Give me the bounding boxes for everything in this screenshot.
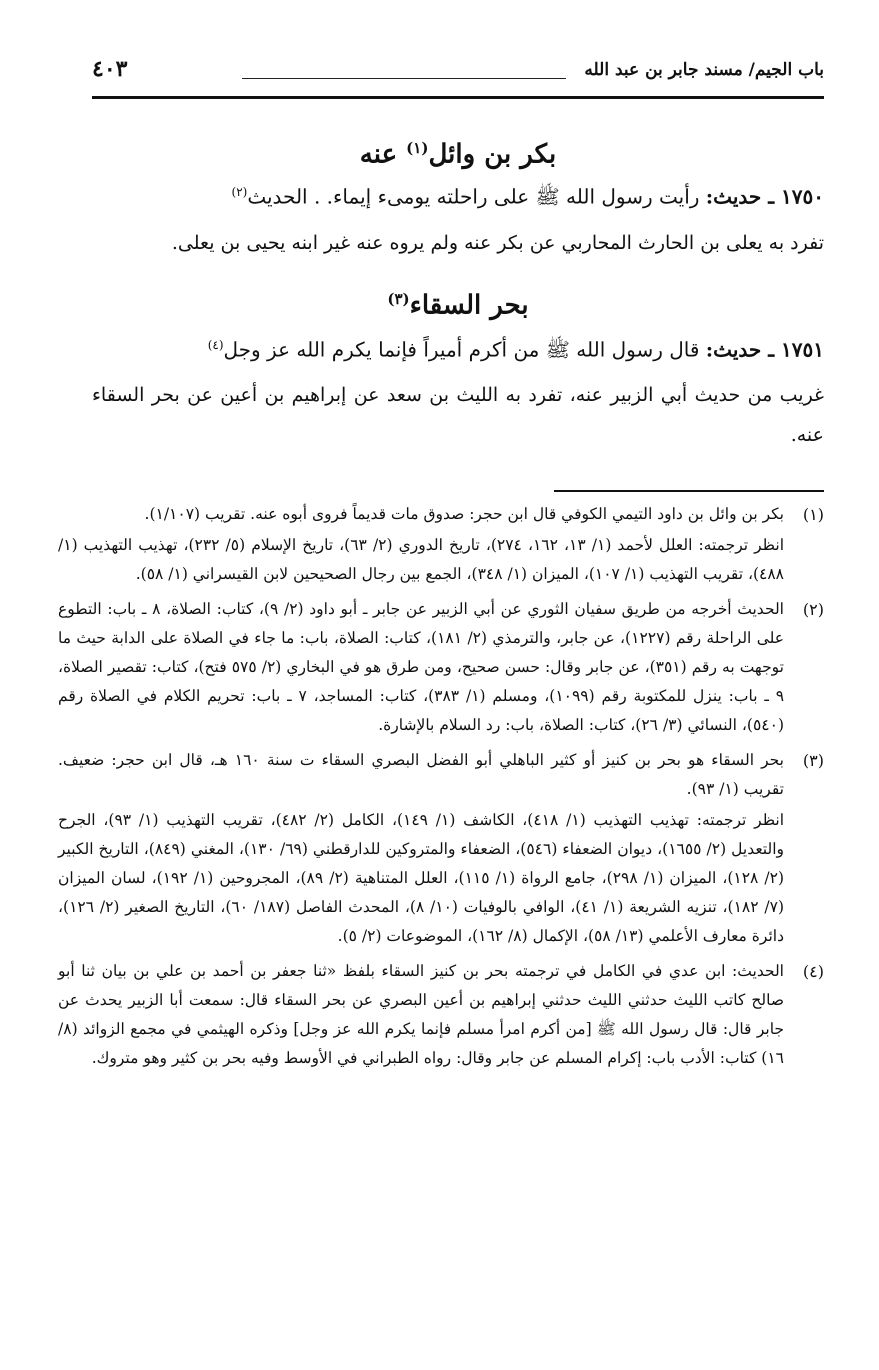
main-text bbox=[92, 124, 824, 455]
footnote-number: (٤) bbox=[802, 962, 824, 981]
footnote-text: الحديث أخرجه من طريق سفيان الثوري عن أبي الزبير عن جابر ـ أبو داود (٢/ ٩)، كتاب: الصلاة، ٨ ـ باب: التطوع على الراحلة رقم (١٢٢٧)، عن جابر، والترمذي (٢/ ١٨١)، كتاب: الصلاة، باب: ما جاء في الصلاة على الدابة حيث ما توجهت به رقم (٣٥١)، عن جابر وقال: حسن صحيح، ومن طرق هو في البخاري (٢/ ٥٧٥ فتح)، كتاب: تقصير الصلاة، ٩ ـ باب: ينزل للمكتوبة رقم (١٠٩٩)، ومسلم (١/ ٣٨٣)، كتاب: المساجد، ٧ ـ باب: تحريم الكلام في الصلاة رقم (٥٤٠)، النسائي (٣/ ٢٦)، كتاب: الصلاة، باب: رد السلام بالإشارة. bbox=[58, 600, 785, 734]
footnote-1 bbox=[58, 500, 824, 591]
section-heading-bahr: بحر السقاء$^{(٣)}$ bbox=[387, 289, 529, 321]
hadith-text: قال رسول الله ﷺ من أكرم أميراً فإنما يكرم الله عز وجل bbox=[223, 337, 700, 362]
footnote-2 bbox=[58, 595, 824, 742]
footnote-text: انظر ترجمته: العلل لأحمد (١/ ١٣، ١٦٢، ٢٧٤)، تاريخ الدوري (٢/ ٦٣)، تاريخ الإسلام (٥/ ٢٣٢)، تهذيب التهذيب (١/ ٤٨٨)، تقريب التهذيب (١/ ١٠٧)، الميزان (١/ ٣٤٨)، الجمع بين رجال الصحيحين لابن القيسراني (١/ ٥٨). bbox=[58, 536, 785, 583]
footnote-ref: (٤) bbox=[207, 337, 224, 352]
header-dash-rule bbox=[242, 78, 566, 79]
footnote-ref: (٢) bbox=[231, 185, 248, 199]
section-heading-bakr: بكر بن وائل$^{(١)}$ عنه bbox=[359, 139, 557, 170]
footnote-text: الحديث: ابن عدي في الكامل في ترجمته بحر بن كنيز السقاء بلفظ «ثنا جعفر بن أحمد بن علي بن بيان ثنا أبو صالح كاتب الليث حدثني الليث حدثني إبراهيم بن أعين البصري عن بحر السقاء قال: سمعت أبا الزبير يحدث عن جابر قال: قال رسول الله ﷺ [من أكرم امرأ مسلم فإنما يكرم الله عز وجل] وذكره الهيثمي في مجمع الزوائد (٨/ ١٦) كتاب: الأدب باب: إكرام المسلم عن جابر وقال: رواه الطبراني في الأوسط وفيه بحر بن كثير وهو متروك. bbox=[58, 962, 784, 1067]
footnote-4 bbox=[58, 957, 824, 1075]
hadith-1751 bbox=[92, 325, 824, 370]
footnote-ref: (٣) bbox=[387, 289, 410, 308]
running-title: باب الجيم/ مسند جابر بن عبد الله bbox=[584, 60, 824, 80]
hadith-comment: غريب من حديث أبي الزبير عنه، تفرد به الليث بن سعد عن إبراهيم بن أعين عن بحر السقاء عنه. bbox=[92, 384, 824, 447]
footnote-ref: (١) bbox=[406, 139, 429, 157]
footnote-text: بكر بن وائل بن داود التيمي الكوفي قال ابن حجر: صدوق مات قديماً فروى أبوه عنه. تقريب (١/١٠٧). bbox=[144, 505, 784, 523]
footnote-3 bbox=[58, 746, 824, 953]
page-number: ٤٠٣ bbox=[92, 56, 128, 82]
hadith-comment: تفرد به يعلى بن الحارث المحاربي عن بكر عنه ولم يروه عنه غير ابنه يحيى بن يعلى. bbox=[171, 231, 824, 254]
footnote-separator bbox=[554, 490, 824, 492]
page-header bbox=[92, 56, 824, 99]
hadith-text: رأيت رسول الله ﷺ على راحلته يومىء إيماء. . الحديث bbox=[247, 184, 700, 209]
hadith-number: ١٧٥٠ ـ حديث: bbox=[705, 184, 824, 209]
footnote-number: (٢) bbox=[802, 600, 824, 619]
footnote-number: (٣) bbox=[802, 751, 824, 770]
footnote-text: انظر ترجمته: تهذيب التهذيب (١/ ٤١٨)، الكاشف (١/ ١٤٩)، الكامل (٢/ ٤٨٢)، تقريب التهذيب (١/ ٩٣)، الجرح والتعديل (٢/ ١٦٥٥)، ديوان الضعفاء (٥٤٦)، الضعفاء والمتروكين للدارقطني (٦٩/ ١٣٠)، المغني (٨٤٩)، التاريخ الكبير (٢/ ١٢٨)، الميزان (١/ ٢٩٨)، جامع الرواة (١/ ١١٥)، العلل المتناهية (٢/ ٨٩)، المجروحين (١/ ١٩٢)، لسان الميزان (٧/ ١٨٢)، تنزيه الشريعة (١/ ٤١)، الوافي بالوفيات (١٠/ ٨)، المحدث الفاصل (١٨٧/ ٦٠)، التاريخ الصغير (٢/ ١٢٦)، دائرة معارف الأعلمي (١٣/ ٥٨)، الإكمال (٨/ ١٦٢)، الموضوعات (٢/ ٥). bbox=[58, 811, 785, 945]
footnote-number: (١) bbox=[802, 505, 824, 524]
hadith-number: ١٧٥١ ـ حديث: bbox=[705, 337, 824, 362]
footnotes bbox=[58, 500, 824, 1079]
footnote-text: بحر السقاء هو بحر بن كنيز أو كثير الباهلي أبو الفضل البصري السقاء ت سنة ١٦٠ هـ، قال ابن حجر: ضعيف. تقريب (١/ ٩٣). bbox=[58, 751, 784, 798]
hadith-1750 bbox=[92, 172, 824, 217]
